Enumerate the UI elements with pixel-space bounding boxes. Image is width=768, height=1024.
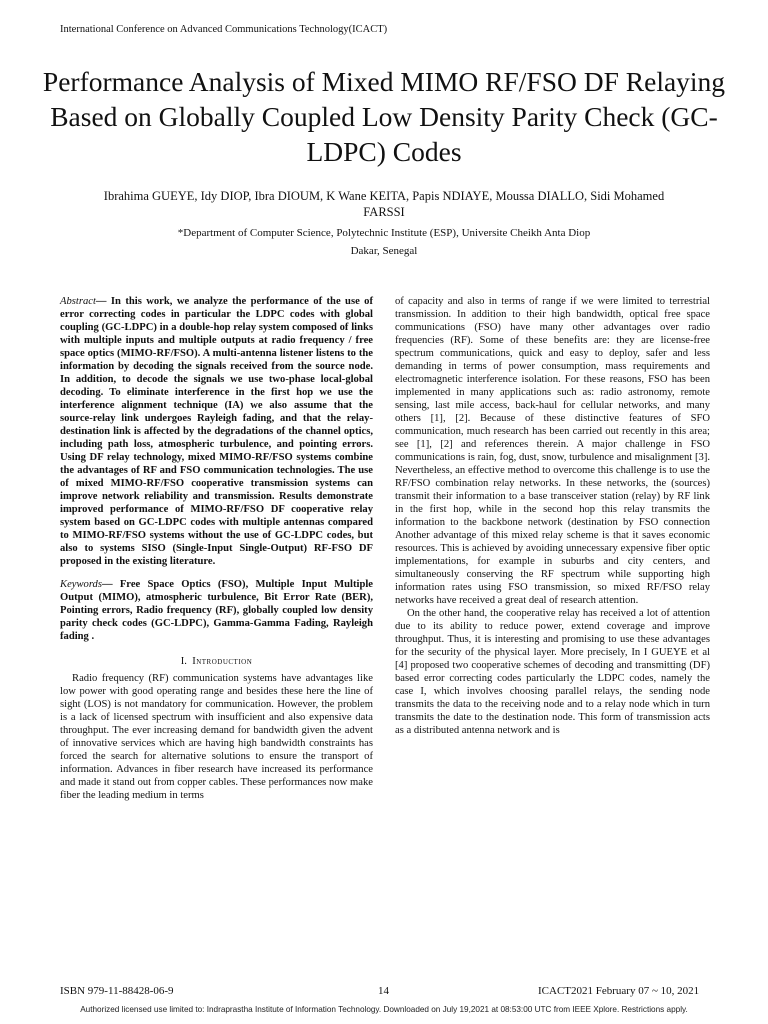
- affiliation: *Department of Computer Science, Polytechnic Institute (ESP), Universite Cheikh Anta Diop: [177, 227, 591, 239]
- paper-title: Performance Analysis of Mixed MIMO RF/FSO DF Relaying Based on Globally Coupled Low Density Parity Check (GC-LDPC) Codes: [42, 66, 726, 167]
- affiliation-location: Dakar, Senegal: [350, 245, 418, 257]
- intro-paragraph-1: Radio frequency (RF) communication systems have advantages like low power with good operating range and besides these here the line of sight (LOS) is not mandatory for communication. However, the problem is a lack of licensed spectrum with insufficient and also expensive data throughput. The ever increasing demand for bandwidth given the advent of innovative services which are having high bandwidth constraints has forced the search for alternative solutions to ensure the transport of information. Advances in fiber research have increased its performance and made it stand out from copper cables. These performances now make fiber the leading medium in terms: [60, 673, 373, 801]
- section-number: I.: [180, 656, 187, 667]
- page-number: 14: [378, 985, 389, 997]
- left-column: [60, 295, 373, 802]
- intro-paragraph-1-continued: of capacity and also in terms of range if we were limited to terrestrial transmission. In addition to their high bandwidth, optical free space communications (FSO) have many other advantages over radio frequencies (RF). Some of these benefits are: they are license-free spectrum communications, quick and easy to deploy, safer and less demanding in terms of power consumption, mass requirements and electromagnetic interference isolation. For these reasons, FSO has been implemented in many applications such as: radio astronomy, remote sensing, last mile access, back-haul for cellular networks, and many others [1], [2]. Because of these distinctive features of SFO communication, much research has been carried out recently in this area; see [1], [2] and references therein. A major challenge in FSO communications is rain, fog, dust, snow, turbulence and misalignment [3]. Nevertheless, an effective method to overcome this challenge is to use the RF/FSO combination relay networks. In these networks, the (sources) transmit their information to a base transceiver station (relay) by RF link in the first hop, while in the second hop this relay transmits the information to the backbone network (destination by FSO connection Another advantage of this mixed relay scheme is that it saves economic resources. This is achieved by avoiding unnecessary expensive fiber optic implementations, for example in suburbs and city centers, and simultaneously conserving the RF spectrum while supporting high information rates using FSO transmission, so mixed RF/FSO relay networks have received a great deal of research attention.: [395, 296, 710, 606]
- author-list: Ibrahima GUEYE, Idy DIOP, Ibra DIOUM, K Wane KEITA, Papis NDIAYE, Moussa DIALLO, Sidi Mohamed FARSSI: [103, 189, 665, 219]
- section-title: Introduction: [192, 656, 253, 667]
- conference-header: International Conference on Advanced Communications Technology(ICACT): [60, 24, 388, 35]
- keywords: [60, 578, 373, 643]
- right-column: [395, 295, 710, 737]
- keywords-label: Keywords: [60, 579, 102, 590]
- footer-conference-date: ICACT2021 February 07 ~ 10, 2021: [538, 985, 700, 997]
- abstract-label: Abstract: [60, 296, 96, 307]
- keywords-text: — Free Space Optics (FSO), Multiple Input Multiple Output (MIMO), atmospheric turbulence, Bit Error Rate (BER), Pointing errors, Radio frequency (RF), globally coupled low density parity check codes (GC-LDPC), Gamma-Gamma Fading, Rayleigh fading .: [60, 579, 373, 642]
- section-heading-introduction: [60, 655, 373, 668]
- abstract: [60, 295, 373, 568]
- abstract-text: — In this work, we analyze the performance of the use of error correcting codes in particular the LDPC codes with global coupling (GC-LDPC) in a double-hop relay system composed of links with multiple inputs and multiple outputs at radio frequency / free space optics (MIMO-RF/FSO). A multi-antenna listener listens to the information by decoding the signals received from the source node. In addition, to decode the signals we use two-phase local-global decoding. To eliminate interference in the first hop we use the interference alignment technique (IA) we also assume that the source-relay link undergoes Rayleigh fading, and that the relay-destination link is affected by the degradations of the channel optics, including path loss, atmospheric turbulence, and pointing errors. Using DF relay technology, mixed MIMO-RF/FSO systems combine the advantages of RF and FSO communication technologies. The use of mixed MIMO-RF/FSO cooperative transmission systems can improve network reliability and transmission. Results demonstrate improved performance of MIMO-RF/FSO DF cooperative relay system based on GC-LDPC codes with multiple antennas compared to MIMO-RF/FSO systems without the use of GC-LDPC codes, but also to systems SISO (Single-Input Single-Output) RF-FSO DF proposed in the existing literature.: [60, 296, 373, 567]
- footer-isbn: ISBN 979-11-88428-06-9: [60, 985, 174, 997]
- license-notice: Authorized licensed use limited to: Indraprastha Institute of Information Technology. Downloaded on July 19,2021 at 08:53:00 UTC from IEEE Xplore. Restrictions apply.: [80, 1005, 688, 1014]
- intro-paragraph-2: On the other hand, the cooperative relay has received a lot of attention due to its ability to reduce power, extend coverage and improve throughput. Thus, it is interesting and promising to use these advantages for the security of the physical layer. More precisely, In I GUEYE et al [4] proposed two cooperative schemes of decoding and transmitting (DF) based error correcting codes particularly the LDPC codes, namely the case I, which involves choosing parallel relays, the sending node transmits the data to the receiving node and to a relay node which in turn transmits the date to the destination node. This form of transmission acts as a distributed antenna network and is: [395, 608, 710, 736]
